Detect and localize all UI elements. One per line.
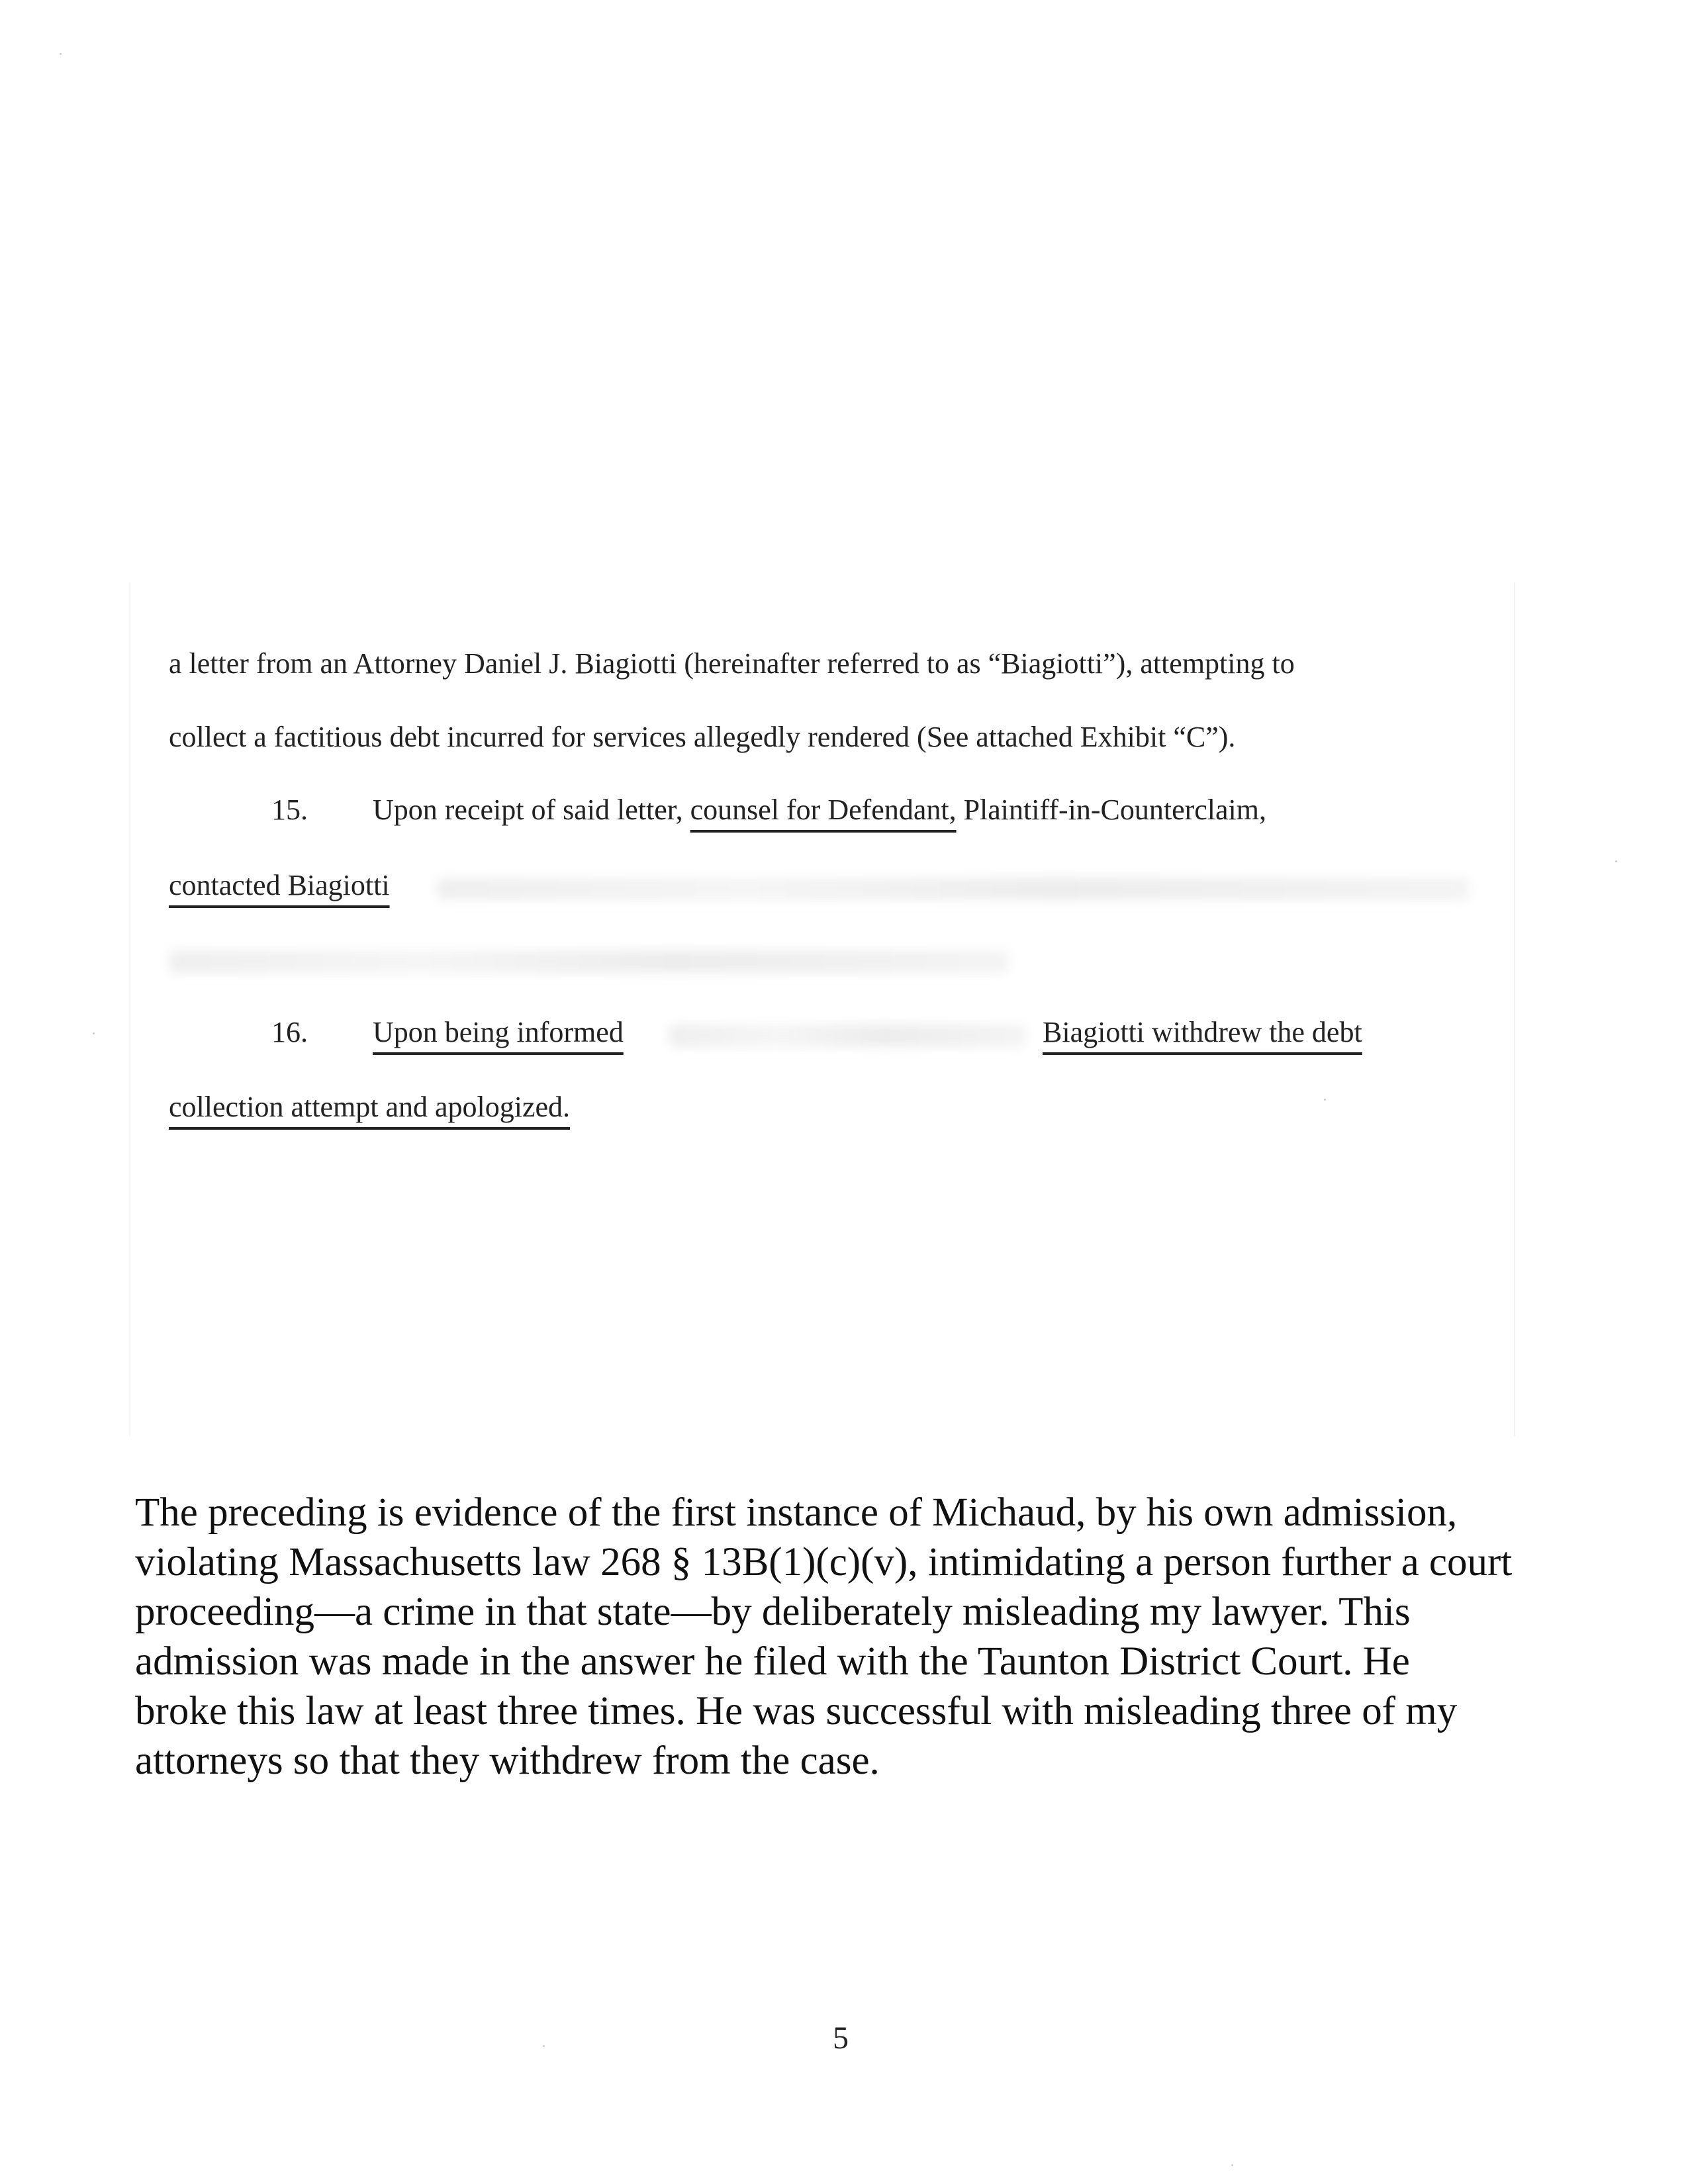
commentary-line: violating Massachusetts law 268 § 13B(1)(c)(v), intimidating a person further a court xyxy=(135,1540,1513,1584)
scan-speck xyxy=(60,53,62,55)
paragraph-15-underlined: counsel for Defendant, xyxy=(690,794,957,826)
paragraph-16-line-1-end xyxy=(1043,1014,1362,1051)
commentary-line: proceeding—a crime in that state—by deliberately misleading my lawyer. This xyxy=(135,1590,1411,1634)
scan-speck xyxy=(1615,860,1617,862)
redacted-text-block xyxy=(669,1024,1026,1047)
excerpt-line-2: collect a factitious debt incurred for services allegedly rendered (See attached Exhibit “C”). xyxy=(169,721,1236,753)
redacted-text-block xyxy=(169,950,1009,973)
paragraph-16-line-1-start xyxy=(373,1014,624,1051)
paragraph-15-suffix: Plaintiff-in-Counterclaim, xyxy=(956,794,1267,826)
commentary-line: attorneys so that they withdrew from the case. xyxy=(135,1739,880,1783)
paragraph-16-underlined-end: Biagiotti withdrew the debt xyxy=(1043,1016,1362,1048)
paragraph-15-number: 15. xyxy=(271,794,308,826)
scan-speck xyxy=(1231,2164,1233,2166)
paragraph-15-line-2-underlined: contacted Biagiotti xyxy=(169,869,390,901)
paragraph-15-line-2 xyxy=(169,867,390,904)
paragraph-16-underlined-start: Upon being informed xyxy=(373,1016,624,1048)
scan-speck xyxy=(1324,1099,1326,1101)
paragraph-15-prefix: Upon receipt of said letter, xyxy=(373,794,690,826)
paragraph-16-number: 16. xyxy=(271,1016,308,1048)
scan-speck xyxy=(93,1032,95,1034)
commentary-line: broke this law at least three times. He was successful with misleading three of my xyxy=(135,1689,1458,1733)
commentary-paragraph xyxy=(135,1488,1565,1786)
paragraph-16-line-2-underlined: collection attempt and apologized. xyxy=(169,1091,571,1123)
page-number: 5 xyxy=(833,2021,849,2056)
paragraph-16-line-2 xyxy=(169,1089,570,1126)
paragraph-15-line-1 xyxy=(373,792,1266,829)
redacted-text-block xyxy=(437,878,1470,900)
commentary-line: admission was made in the answer he filed with the Taunton District Court. He xyxy=(135,1639,1410,1684)
excerpt-line-1: a letter from an Attorney Daniel J. Biagiotti (hereinafter referred to as “Biagiotti”), attempting to xyxy=(169,647,1295,680)
excerpt-box xyxy=(129,582,1515,1436)
scan-speck xyxy=(543,2045,545,2047)
commentary-line: The preceding is evidence of the first instance of Michaud, by his own admission, xyxy=(135,1490,1458,1535)
